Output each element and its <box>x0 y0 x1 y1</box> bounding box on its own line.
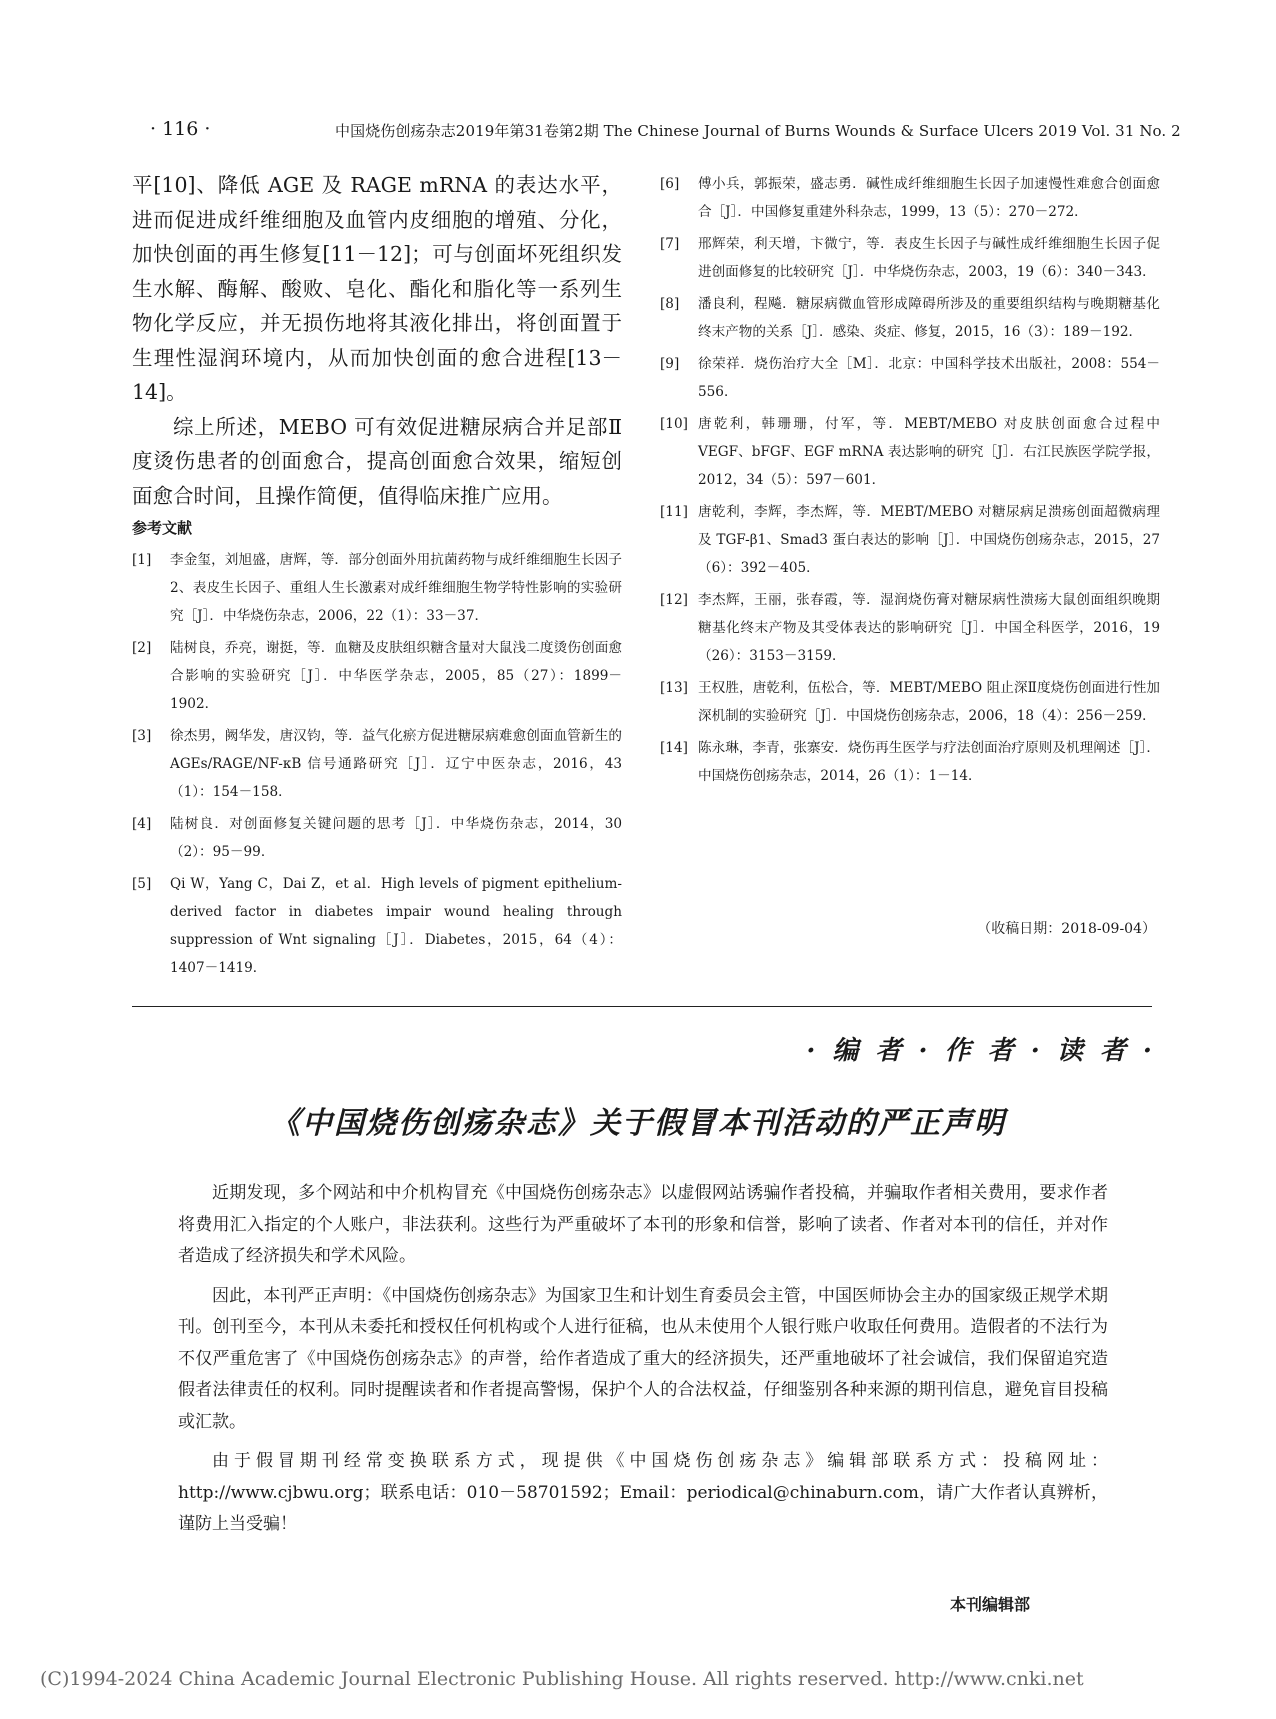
reference-number: [14] <box>660 740 688 756</box>
reference-item <box>660 734 1160 790</box>
reference-number: [8] <box>660 296 680 312</box>
reference-number: [11] <box>660 504 688 520</box>
reference-list-left <box>132 546 622 982</box>
reference-text: 邢辉荣，利天增，卞微宁，等．表皮生长因子与碱性成纤维细胞生长因子促进创面修复的比较研究［J］．中华烧伤杂志，2003，19（6）：340－343． <box>698 236 1160 280</box>
reference-number: [1] <box>132 552 152 568</box>
right-column <box>660 170 1160 794</box>
copyright-watermark: (C)1994-2024 China Academic Journal Electronic Publishing House. All rights reserved. http://www.cnki.net <box>40 1668 1084 1690</box>
reference-number: [3] <box>132 728 152 744</box>
reference-item <box>660 410 1160 494</box>
reference-text: 傅小兵，郭振荣，盛志勇．碱性成纤维细胞生长因子加速慢性难愈合创面愈合［J］．中国修复重建外科杂志，1999，13（5）：270－272． <box>698 176 1160 220</box>
conclusion-paragraph: 综上所述，MEBO 可有效促进糖尿病合并足部Ⅱ度烫伤患者的创面愈合，提高创面愈合效果，缩短创面愈合时间，且操作简便，值得临床推广应用。 <box>132 414 622 508</box>
reference-text: 陈永琳，李青，张寨安．烧伤再生医学与疗法创面治疗原则及机理阐述［J］．中国烧伤创疡杂志，2014，26（1）：1－14． <box>698 740 1160 784</box>
reference-text: 唐乾利，韩珊珊，付军，等．MEBT/MEBO 对皮肤创面愈合过程中 VEGF、bFGF、EGF mRNA 表达影响的研究［J］．右江民族医学院学报，2012，34（5）：597－601． <box>698 416 1160 488</box>
notice-title: 《中国烧伤创疡杂志》关于假冒本刊活动的严正声明 <box>270 1106 1006 1141</box>
reference-list-right <box>660 170 1160 790</box>
section-divider <box>132 1006 1152 1007</box>
left-column <box>132 168 622 986</box>
references-heading: 参考文献 <box>132 519 193 537</box>
notice-body <box>178 1178 1108 1549</box>
reference-text: 徐杰男，阙华发，唐汉钧，等．益气化瘀方促进糖尿病难愈创面血管新生的 AGEs/RAGE/NF-κB 信号通路研究［J］．辽宁中医杂志，2016，43（1）：154－158． <box>170 728 622 800</box>
reference-number: [5] <box>132 876 152 892</box>
reference-item <box>660 230 1160 286</box>
reference-item <box>132 870 622 982</box>
reference-item <box>132 634 622 718</box>
reference-number: [12] <box>660 592 688 608</box>
reference-text: 徐荣祥．烧伤治疗大全［M］．北京：中国科学技术出版社，2008：554－556． <box>698 356 1160 400</box>
reference-item <box>132 546 622 630</box>
reference-item <box>660 350 1160 406</box>
reference-text: 王权胜，唐乾利，伍松合，等．MEBT/MEBO 阻止深Ⅱ度烧伤创面进行性加深机制的实验研究［J］．中国烧伤创疡杂志，2006，18（4）：256－259． <box>698 680 1160 724</box>
reference-item <box>660 498 1160 582</box>
reference-item <box>132 810 622 866</box>
reference-item <box>660 170 1160 226</box>
received-date: （收稿日期：2018-09-04） <box>977 921 1156 937</box>
reference-text: Qi W，Yang C，Dai Z，et al．High levels of pigment epithelium-derived factor in diabetes impair wound healing through suppression of Wnt signaling［J］．Diabetes，2015，64（4）：1407－1419． <box>170 876 622 976</box>
notice-paragraph: 由于假冒期刊经常变换联系方式，现提供《中国烧伤创疡杂志》编辑部联系方式：投稿网址：http://www.cjbwu.org；联系电话：010－58701592；Email：periodical@chinaburn.com，请广大作者认真辨析，谨防上当受骗！ <box>178 1451 1108 1534</box>
section-banner: · 编 者 · 作 者 · 读 者 · <box>806 1036 1156 1066</box>
page-number: · 116 · <box>150 118 211 140</box>
reference-item <box>132 722 622 806</box>
reference-number: [13] <box>660 680 688 696</box>
notice-paragraph: 因此，本刊严正声明：《中国烧伤创疡杂志》为国家卫生和计划生育委员会主管，中国医师协会主办的国家级正规学术期刊。创刊至今，本刊从未委托和授权任何机构或个人进行征稿，也从未使用个人银行账户收取任何费用。造假者的不法行为不仅严重危害了《中国烧伤创疡杂志》的声誉，给作者造成了重大的经济损失，还严重地破坏了社会诚信，我们保留追究造假者法律责任的权利。同时提醒读者和作者提高警惕，保护个人的合法权益，仔细鉴别各种来源的期刊信息，避免盲目投稿或汇款。 <box>178 1285 1108 1432</box>
running-header: 中国烧伤创疡杂志2019年第31卷第2期 The Chinese Journal of Burns Wounds & Surface Ulcers 2019 Vol. 31 No. 2 <box>335 122 1181 140</box>
notice-signature: 本刊编辑部 <box>950 1595 1031 1614</box>
reference-text: 李金玺，刘旭盛，唐辉，等．部分创面外用抗菌药物与成纤维细胞生长因子2、表皮生长因子、重组人生长激素对成纤维细胞生物学特性影响的实验研究［J］．中华烧伤杂志，2006，22（1）：33－37． <box>170 552 622 624</box>
reference-number: [6] <box>660 176 680 192</box>
reference-text: 潘良利，程飚．糖尿病微血管形成障碍所涉及的重要组织结构与晚期糖基化终末产物的关系［J］．感染、炎症、修复，2015，16（3）：189－192． <box>698 296 1160 340</box>
reference-text: 陆树良，乔亮，谢挺，等．血糖及皮肤组织糖含量对大鼠浅二度烫伤创面愈合影响的实验研究［J］．中华医学杂志，2005，85（27）：1899－1902． <box>170 640 622 712</box>
reference-item <box>660 586 1160 670</box>
reference-item <box>660 674 1160 730</box>
reference-number: [10] <box>660 416 688 432</box>
body-paragraph: 平[10]、降低 AGE 及 RAGE mRNA 的表达水平，进而促进成纤维细胞及血管内皮细胞的增殖、分化，加快创面的再生修复[11－12]；可与创面坏死组织发生水解、酶解、酸败、皂化、酯化和脂化等一系列生物化学反应，并无损伤地将其液化排出，将创面置于生理性湿润环境内，从而加快创面的愈合进程[13－14]。 <box>132 173 622 404</box>
reference-text: 李杰辉，王丽，张春霞，等．湿润烧伤膏对糖尿病性溃疡大鼠创面组织晚期糖基化终末产物及其受体表达的影响研究［J］．中国全科医学，2016，19（26）：3153－3159． <box>698 592 1160 664</box>
reference-number: [7] <box>660 236 680 252</box>
notice-paragraph: 近期发现，多个网站和中介机构冒充《中国烧伤创疡杂志》以虚假网站诱骗作者投稿，并骗取作者相关费用，要求作者将费用汇入指定的个人账户，非法获利。这些行为严重破坏了本刊的形象和信誉，影响了读者、作者对本刊的信任，并对作者造成了经济损失和学术风险。 <box>178 1183 1108 1266</box>
reference-text: 唐乾利，李辉，李杰辉，等．MEBT/MEBO 对糖尿病足溃疡创面超微病理及 TGF-β1、Smad3 蛋白表达的影响［J］．中国烧伤创疡杂志，2015，27（6）：392－405． <box>698 504 1160 576</box>
reference-number: [4] <box>132 816 152 832</box>
reference-item <box>660 290 1160 346</box>
reference-number: [2] <box>132 640 152 656</box>
reference-text: 陆树良．对创面修复关键问题的思考［J］．中华烧伤杂志，2014，30（2）：95－99． <box>170 816 622 860</box>
reference-number: [9] <box>660 356 680 372</box>
